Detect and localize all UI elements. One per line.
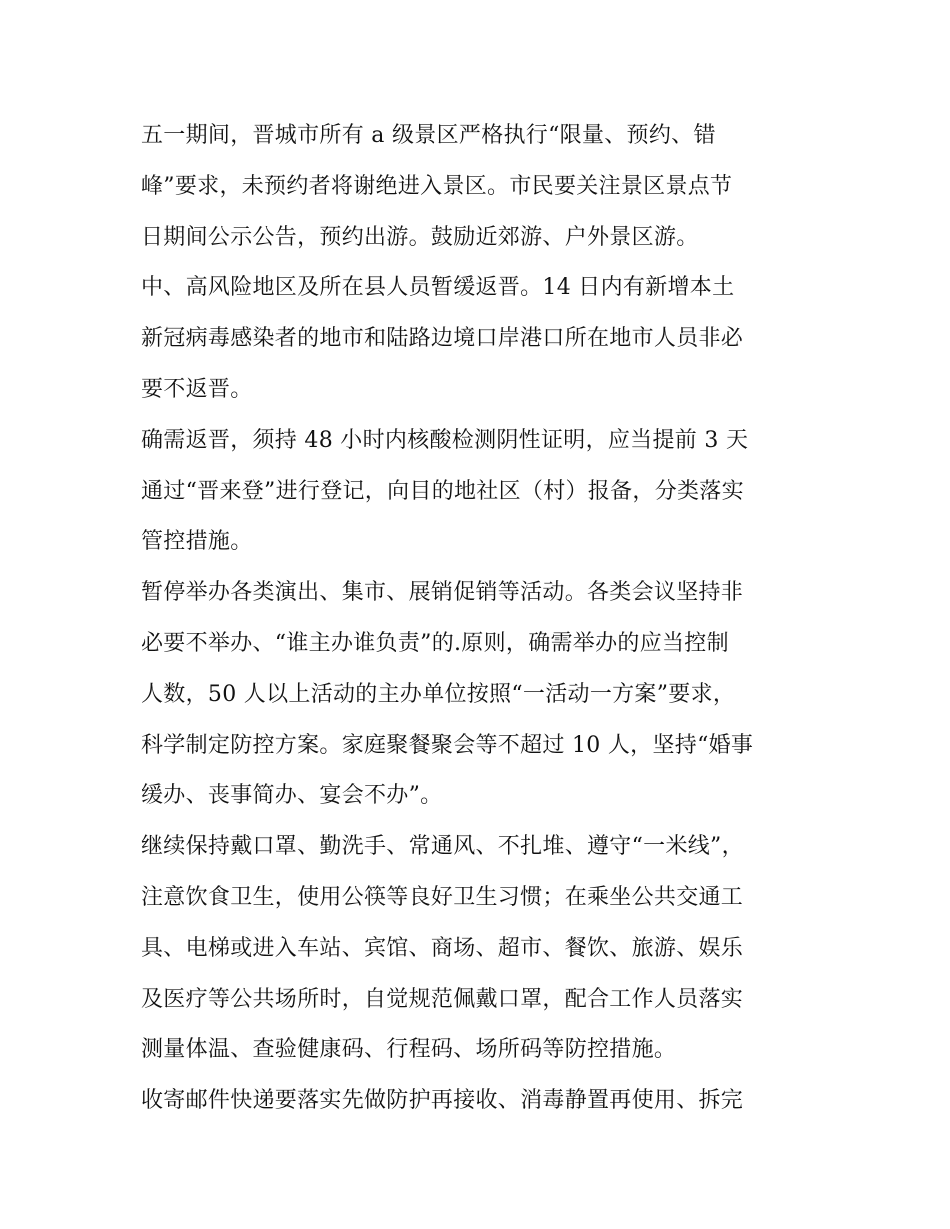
text-line: 具、电梯或进入车站、宾馆、商场、超市、餐饮、旅游、娱乐 bbox=[141, 935, 744, 961]
text-line: 日期间公示公告，预约出游。鼓励近郊游、户外景区游。 bbox=[141, 224, 699, 250]
text-line: 暂停举办各类演出、集市、展销促销等活动。各类会议坚持非 bbox=[141, 580, 744, 606]
text-line: 五一期间，晋城市所有 a 级景区严格执行“限量、预约、错 bbox=[141, 123, 716, 148]
text-line: 测量体温、查验健康码、行程码、场所码等防控措施。 bbox=[141, 1037, 677, 1063]
text-line: 管控措施。 bbox=[141, 529, 253, 555]
text-line: 必要不举办、“谁主办谁负责”的.原则，确需举办的应当控制 bbox=[141, 630, 729, 656]
text-line: 要不返晋。 bbox=[141, 376, 253, 402]
text-line: 收寄邮件快递要落实先做防护再接收、消毒静置再使用、拆完 bbox=[141, 1088, 744, 1114]
text-line: 峰”要求，未预约者将谢绝进入景区。市民要关注景区景点节 bbox=[141, 173, 733, 199]
text-line: 人数，50 人以上活动的主办单位按照“一活动一方案”要求， bbox=[141, 681, 736, 707]
document-body bbox=[141, 111, 831, 1127]
text-line: 中、高风险地区及所在县人员暂缓返晋。14 日内有新增本土 bbox=[141, 275, 735, 301]
text-line: 缓办、丧事简办、宴会不办”。 bbox=[141, 783, 443, 809]
text-line: 继续保持戴口罩、勤洗手、常通风、不扎堆、遵守“一米线”， bbox=[141, 834, 744, 860]
text-line: 及医疗等公共场所时，自觉规范佩戴口罩，配合工作人员落实 bbox=[141, 986, 744, 1012]
text-line: 通过“晋来登”进行登记，向目的地社区（村）报备，分类落实 bbox=[141, 478, 744, 504]
text-line: 注意饮食卫生，使用公筷等良好卫生习惯；在乘坐公共交通工 bbox=[141, 884, 744, 910]
text-line: 新冠病毒感染者的地市和陆路边境口岸港口所在地市人员非必 bbox=[141, 326, 744, 352]
text-line: 科学制定防控方案。家庭聚餐聚会等不超过 10 人，坚持“婚事 bbox=[141, 732, 754, 758]
text-line: 确需返晋，须持 48 小时内核酸检测阴性证明，应当提前 3 天 bbox=[141, 427, 749, 453]
